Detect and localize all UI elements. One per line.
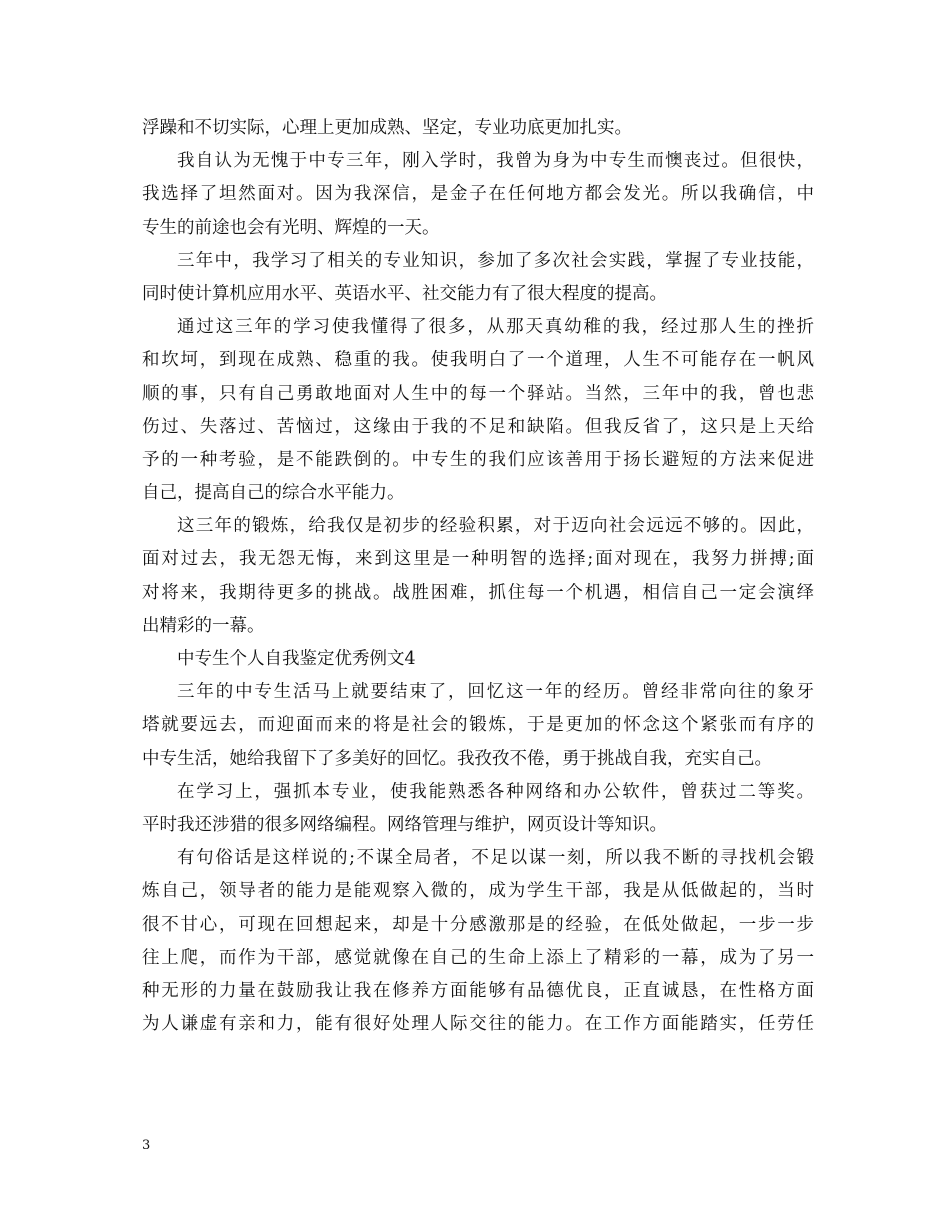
text-line: 三年中，我学习了相关的专业知识，参加了多次社会实践，掌握了专业技能，: [177, 250, 814, 271]
page-number: 3: [142, 1138, 151, 1153]
text-line: 在学习上，强抓本专业，使我能熟悉各种网络和办公软件，曾获过二等奖。: [177, 781, 814, 802]
text-line: 伤过、失落过、苦恼过，这缘由于我的不足和缺陷。但我反省了，这只是上天给: [142, 416, 814, 437]
text-line: 种无形的力量在鼓励我让我在修养方面能够有品德优良，正直诚恳，在性格方面: [142, 980, 814, 1001]
text-line: 浮躁和不切实际，心理上更加成熟、坚定，专业功底更加扎实。: [142, 118, 632, 138]
text-line: 平时我还涉猎的很多网络编程。网络管理与维护，网页设计等知识。: [142, 814, 667, 835]
text-line: 这三年的锻炼，给我仅是初步的经验积累，对于迈向社会远远不够的。因此，: [177, 516, 814, 537]
text-line: 出精彩的一幕。: [142, 615, 265, 636]
text-line: 对将来，我期待更多的挑战。战胜困难，抓住每一个机遇，相信自己一定会演绎: [142, 582, 814, 603]
text-line: 为人谦虚有亲和力，能有很好处理人际交往的能力。在工作方面能踏实，任劳任: [142, 1014, 814, 1035]
text-line: 同时使计算机应用水平、英语水平、社交能力有了很大程度的提高。: [142, 283, 667, 304]
text-line: 有句俗话是这样说的;不谋全局者，不足以谋一刻，所以我不断的寻找机会锻: [177, 848, 814, 869]
text-line: 中专生个人自我鉴定优秀例文4: [177, 649, 416, 669]
text-line: 我自认为无愧于中专三年，刚入学时，我曾为身为中专生而懊丧过。但很快，: [177, 151, 814, 172]
text-line: 我选择了坦然面对。因为我深信，是金子在任何地方都会发光。所以我确信，中: [142, 184, 814, 205]
text-line: 炼自己，领导者的能力是能观察入微的，成为学生干部，我是从低做起的，当时: [142, 881, 814, 902]
text-line: 专生的前途也会有光明、辉煌的一天。: [142, 217, 440, 238]
document-body: [142, 112, 814, 1041]
text-line: 往上爬，而作为干部，感觉就像在自己的生命上添上了精彩的一幕，成为了另一: [142, 947, 814, 968]
text-line: 通过这三年的学习使我懂得了很多，从那天真幼稚的我，经过那人生的挫折: [177, 317, 814, 338]
text-line: 塔就要远去，而迎面而来的将是社会的锻炼，于是更加的怀念这个紧张而有序的: [142, 715, 814, 736]
text-line: 三年的中专生活马上就要结束了，回忆这一年的经历。曾经非常向往的象牙: [177, 682, 814, 703]
text-line: 自己，提高自己的综合水平能力。: [142, 483, 405, 504]
text-line: 予的一种考验，是不能跌倒的。中专生的我们应该善用于扬长避短的方法来促进: [142, 449, 814, 470]
text-line: 中专生活，她给我留下了多美好的回忆。我孜孜不倦，勇于挑战自我，充实自己。: [142, 748, 772, 769]
text-line: 面对过去，我无怨无悔，来到这里是一种明智的选择;面对现在，我努力拼搏;面: [142, 549, 814, 570]
text-line: 很不甘心，可现在回想起来，却是十分感激那是的经验，在低处做起，一步一步: [142, 914, 814, 935]
text-line: 顺的事，只有自己勇敢地面对人生中的每一个驿站。当然，三年中的我，曾也悲: [142, 383, 814, 404]
text-line: 和坎坷，到现在成熟、稳重的我。使我明白了一个道理，人生不可能存在一帆风: [142, 350, 814, 371]
